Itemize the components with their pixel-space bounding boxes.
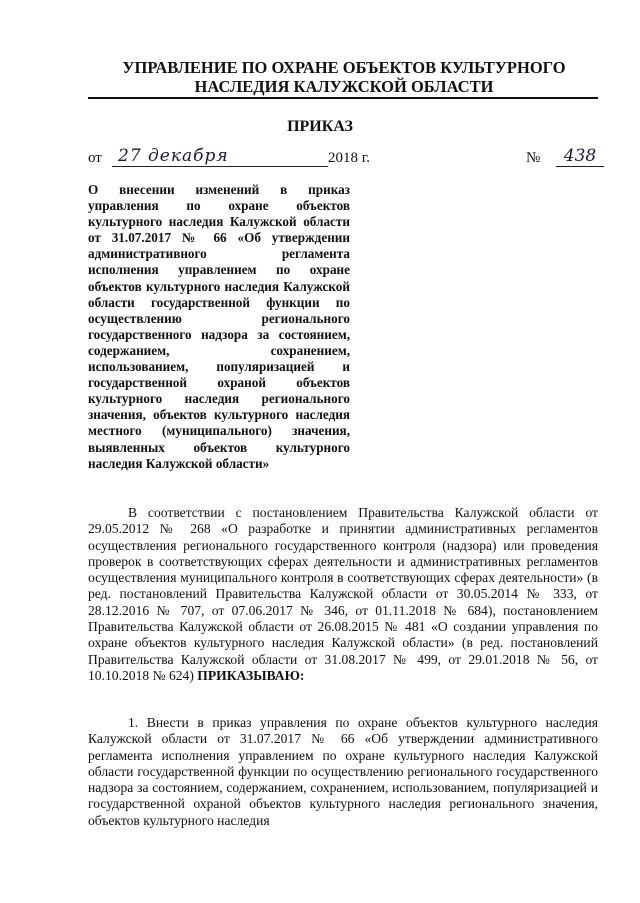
preamble-paragraph: [88, 505, 598, 684]
date-prefix: от: [88, 150, 102, 166]
number-label: №: [526, 150, 541, 166]
handwritten-date: 27 декабря: [112, 146, 328, 167]
handwritten-number: 438: [556, 146, 604, 167]
organization-name-line2: НАСЛЕДИЯ КАЛУЖСКОЙ ОБЛАСТИ: [194, 77, 494, 96]
date-year: 2018 г.: [328, 150, 370, 166]
date-number-row: [88, 148, 600, 170]
order-subject: О внесении изменений в приказ управления по охране объектов культурного наследия Калужской области от 31.07.2017 № 66 «Об утверждении административного регламента исполнения управлением по охране объектов культурного наследия Калужской области государственной функции по осуществлению регионального государственного надзора за состоянием, содержанием, сохранением, использованием, популяризацией и государственной охраной объектов культурного наследия регионального значения, объектов культурного наследия местного (муниципального) значения, выявленных объектов культурного наследия Калужской области»: [88, 182, 350, 471]
organization-header: [88, 58, 600, 96]
header-divider: [88, 97, 598, 99]
organization-name-line1: УПРАВЛЕНИЕ ПО ОХРАНЕ ОБЪЕКТОВ КУЛЬТУРНОГО: [122, 58, 566, 77]
preamble-text: В соответствии с постановлением Правительства Калужской области от 29.05.2012 № 268 «О разработке и принятии административных регламентов осуществления регионального государственного контроля (надзора) или проведения проверок в соответствующих сферах деятельности и административных регламентов осуществления муниципального контроля в соответствующих сферах деятельности» (в ред. постановлений Правительства Калужской области от 30.05.2014 № 333, от 28.12.2016 № 707, от 07.06.2017 № 346, от 01.11.2018 № 684), постановлением Правительства Калужской области от 26.08.2015 № 481 «О создании управления по охране объектов культурного наследия Калужской области» (в ред. постановлений Правительства Калужской области от 31.08.2017 № 499, от 29.01.2018 № 56, от 10.10.2018 № 624): [88, 505, 598, 683]
document-type-title: ПРИКАЗ: [287, 118, 353, 135]
order-word: ПРИКАЗЫВАЮ:: [197, 667, 305, 683]
clause-paragraph-1: 1. Внести в приказ управления по охране объектов культурного наследия Калужской области от 31.07.2017 № 66 «Об утверждении административного регламента исполнения управлением по охране культурного наследия Калужской области государственной функции по осуществлению регионального государственного надзора за состоянием, содержанием, сохранением, использованием, популяризацией и государственной охраной объектов культурного наследия регионального значения, объектов культурного наследия: [88, 715, 598, 828]
